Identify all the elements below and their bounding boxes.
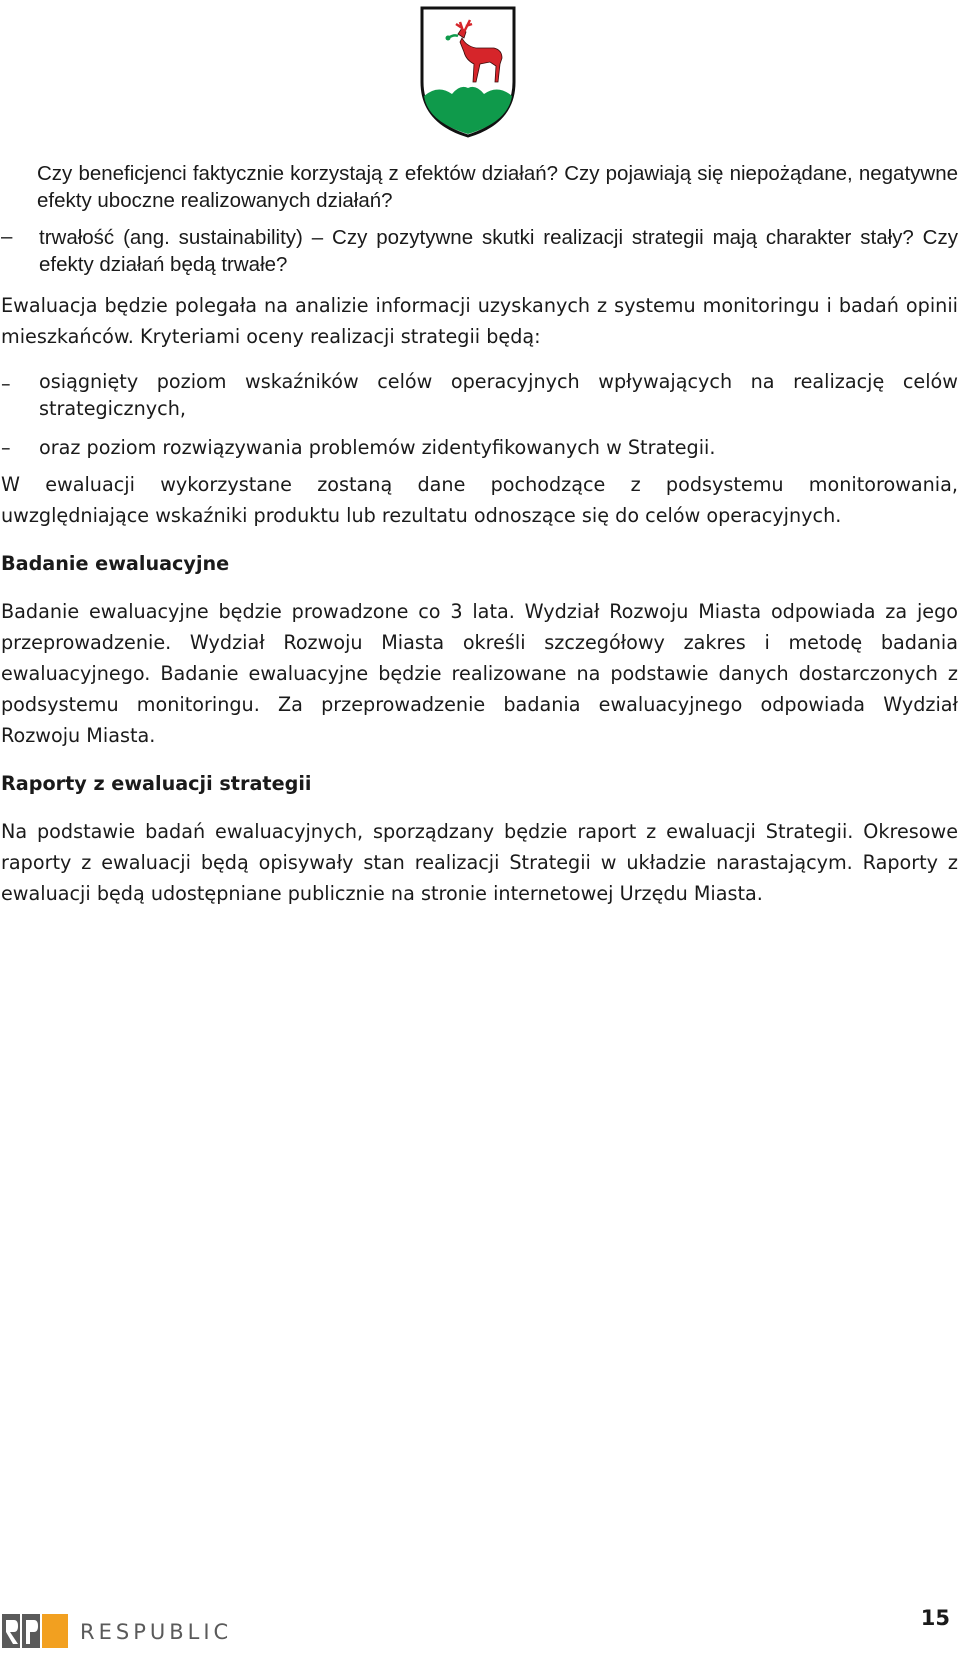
dash-marker: – [1, 225, 13, 248]
bullet-trwalosc [1, 224, 958, 278]
dash-marker: – [1, 436, 11, 459]
paragraph-raporty: Na podstawie badań ewaluacyjnych, sporządzany będzie raport z ewaluacji Strategii. Okresowe raporty z ewaluacji będą opisywały stan realizacji Strategii w układzie narastającym. Raporty z ewaluacji będą udostępniane publicznie na stronie internetowej Urzędu Miasta. [1, 820, 958, 905]
page-number: 15 [920, 1606, 950, 1630]
logo-text: RESPUBLIC [80, 1620, 233, 1644]
paragraph-beneficjenci [1, 160, 958, 214]
paragraph-badanie: Badanie ewaluacyjne będzie prowadzone co 3 lata. Wydział Rozwoju Miasta odpowiada za jego przeprowadzenie. Wydział Rozwoju Miasta określi szczegółowy zakres i metodę badania ewaluacyjnego. Badanie ewaluacyjne będzie realizowane na podstawie danych dostarczonych z podsystemu monitoringu. Za przeprowadzenie badania ewaluacyjnego odpowiada Wydział Rozwoju Miasta. [1, 600, 958, 747]
heading-badanie-ewaluacyjne: Badanie ewaluacyjne [1, 552, 230, 575]
paragraph-ewaluacja: Ewaluacja będzie polegała na analizie informacji uzyskanych z systemu monitoringu i badań opinii mieszkańców. Kryteriami oceny realizacji strategii będą: [1, 294, 958, 348]
rp-logo-icon [0, 1612, 70, 1652]
bullet-wskazniki [1, 368, 958, 422]
bullet-text: trwałość (ang. sustainability) – Czy pozytywne skutki realizacji strategii mają charakter stały? Czy efekty działań będą trwałe? [39, 226, 958, 276]
heading-raporty: Raporty z ewaluacji strategii [1, 772, 312, 795]
paragraph-dane: W ewaluacji wykorzystane zostaną dane pochodzące z podsystemu monitorowania, uwzględniające wskaźniki produktu lub rezultatu odnoszące się do celów operacyjnych. [1, 473, 958, 527]
document-body [0, 160, 960, 909]
bullet-text: osiągnięty poziom wskaźników celów operacyjnych wpływających na realizację celów strategicznych, [39, 370, 958, 420]
paragraph-text: Czy beneficjenci faktycznie korzystają z efektów działań? Czy pojawiają się niepożądane, negatywne efekty uboczne realizowanych działań? [37, 162, 958, 212]
bullet-text: oraz poziom rozwiązywania problemów zidentyfikowanych w Strategii. [39, 436, 716, 459]
dash-marker: – [1, 372, 11, 395]
respublic-logo [0, 1612, 240, 1652]
bullet-problemy [1, 432, 958, 463]
coat-of-arms-icon [418, 4, 518, 140]
